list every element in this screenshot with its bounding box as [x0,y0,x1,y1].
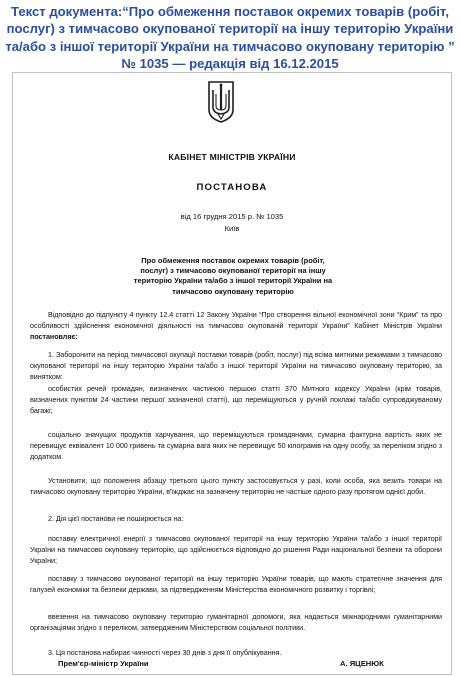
signature-post: Прем'єр-міністр України [58,659,149,668]
document-name: Про обмеження поставок окремих товарів (робіт, послуг) з тимчасово окупованої території на іншу територію України та/або з іншої території України на тимчасово окуповану територію [133,256,333,296]
document-type: ПОСТАНОВА [196,182,268,193]
document-date-number: від 16 грудня 2015 р. № 1035 [180,212,284,221]
preamble-resolves: постановляє: [30,331,78,341]
clause-1-item-a: особистих речей громадян, визначених частиною першою статті 370 Митного кодексу України (крім товарів, визначених пунктом 24 частини першої зазначеної статті), що переміщуються у ручній поклажі та/або супровджуваному багажі; [30,384,442,415]
clause-2: 2. Дія цієї постанови не поширюється на: [48,514,184,523]
clause-2-item-a: поставку електричної енергії з тимчасово окупованої території на іншу територію України та/або з іншої території України на тимчасово окуповану територію, що здійснюється відповідно до рішення Ради національної безпеки та оборони України; [30,534,442,565]
clause-2-item-c: ввезення на тимчасово окуповану територію гуманітарної допомоги, яка надається міжнародними гуманітарними організаціями згідно з переліком, затвердженим Міністерством соціальної політики. [30,612,442,632]
clause-2-item-b: поставку з тимчасово окупованої території на іншу територію України товарів, що мають стратегічне значення для галузей економіки та безпеки держави, за підтвердженням Міністерства економічного розвитку і торгівлі; [30,574,442,594]
signature-name: А. ЯЦЕНЮК [340,659,384,668]
preamble-paragraph [30,310,442,343]
document-header-title: Текст документа:“Про обмеження поставок окремих товарів (робіт, послуг) з тимчасово окупованої території на іншу територію України та/або з іншої території України на тимчасово окуповану територію ” № 1035 — редакція від 16.12.2015 [5,4,455,71]
clause-3: 3. Ця постанова набирає чинності через 30 днів з дня її опублікування. [48,648,282,657]
document-city: Київ [224,224,240,233]
preamble-text: Відповідно до підпункту 4 пункту 12.4 статті 12 Закону України “Про створення вільної економічної зони “Крим” та про особливості здійснення економічної діяльності на тимчасово окупованій території України” Кабінет Міністрів України [30,310,442,330]
issuer-heading: КАБІНЕТ МІНІСТРІВ УКРАЇНИ [168,152,296,162]
trident-coat-of-arms-icon [207,80,235,124]
clause-1-item-c: Установити, що положення абзацу третього цього пункту застосовується у разі, коли особа, яка везить товари на тимчасово окуповану територію України, в'їжджає на зазначену територію не частіше одного разу протягом однієї доби. [30,476,442,496]
clause-1-item-b: соціально значущих продуктів харчування, що переміщуються громадянами, сумарна фактурна вартість яких не перевищує еквівалент 10 000 гривень та сумарна вага яких не перевищує 50 кілограмів на одну особу, за переліком згідно з додатком. [30,430,442,461]
clause-1: 1. Заборонити на період тимчасової окупації поставки товарів (робіт, послуг) під всіма митними режимами з тимчасово окупованої території на іншу територію України та/або з іншої території України на тимчасово окуповану територію, за винятком: [30,350,442,381]
